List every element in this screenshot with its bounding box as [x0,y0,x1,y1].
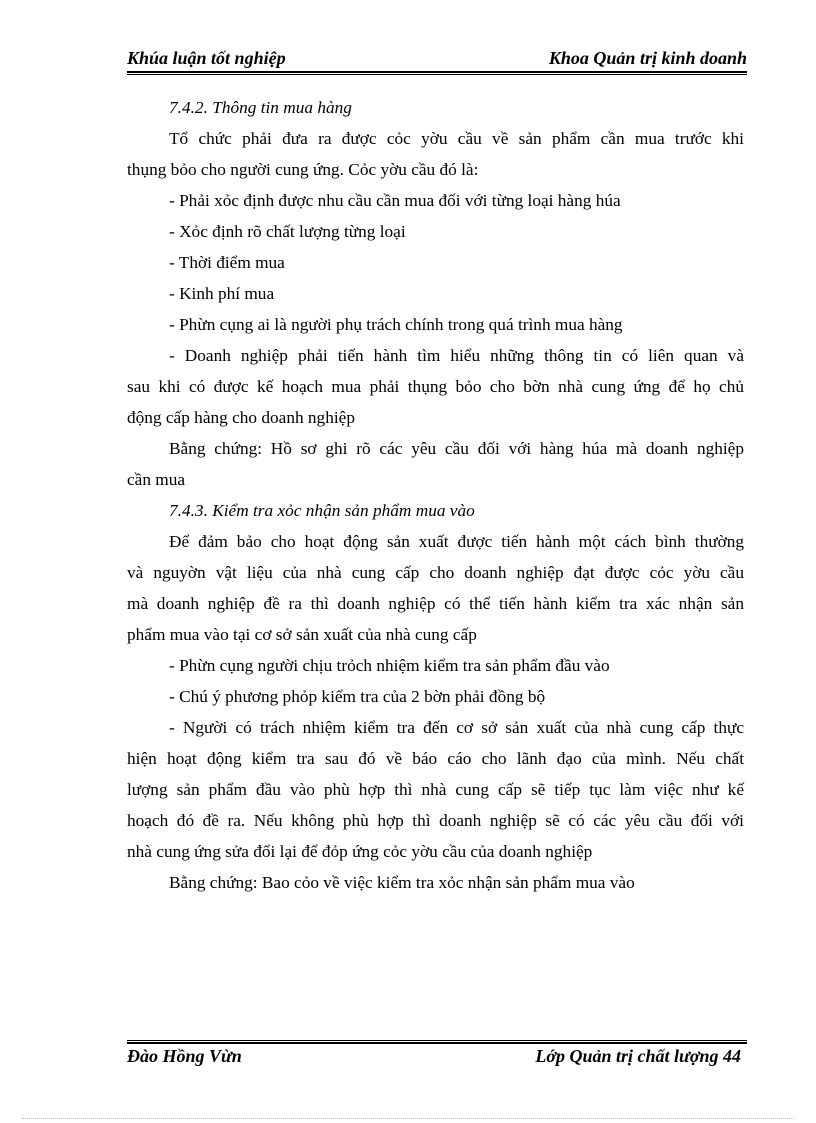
list-item: - Phừn cụng ai là người phụ trách chính trong quá trình mua hàng [169,315,623,334]
paragraph-line: cần mua [127,470,186,489]
footer-class: Lớp Quản trị chất lượng 44 [535,1046,741,1066]
paragraph-line: hoạch đó đề ra. Nếu không phù hợp thì doanh nghiệp sẽ có các yêu cầu đối với [127,811,744,830]
paragraph-line: hiện hoạt động kiểm tra sau đó về báo cáo cho lãnh đạo của mình. Nếu chất [127,749,744,768]
paragraph-line: phẩm mua vào tại cơ sở sản xuất của nhà cung cấp [127,625,477,644]
footer-author: Đào Hồng Vừn [127,1046,242,1066]
header-faculty: Khoa Quản trị kinh doanh [548,48,747,68]
paragraph-line: thụng bỏo cho người cung ứng. Cỏc yờu cầu đó là: [127,160,479,179]
section-heading-7-4-2: 7.4.2. Thông tin mua hàng [169,98,352,117]
header-thesis-title: Khúa luận tốt nghiệp [127,48,286,68]
paragraph-line: lượng sản phẩm đầu vào phù hợp thì nhà cung cấp sẽ tiếp tục làm việc như kế [127,780,744,799]
paragraph-line: sau khi có được kế hoạch mua phải thụng bỏo cho bờn nhà cung ứng để họ chủ [127,377,744,396]
header-rule [127,71,747,73]
paragraph-line: mà doanh nghiệp đề ra thì doanh nghiệp có thể tiến hành kiểm tra xác nhận sản [127,594,744,613]
paragraph-line: Tổ chức phải đưa ra được cỏc yờu cầu về sản phẩm cần mua trước khi [169,129,744,148]
footer-rule [127,1042,747,1044]
evidence-line: Bằng chứng: Hồ sơ ghi rõ các yêu cầu đối với hàng húa mà doanh nghiệp [169,439,744,458]
list-item: - Doanh nghiệp phải tiến hành tìm hiểu những thông tin có liên quan và [169,346,744,365]
page-header [127,46,747,70]
list-item: - Phải xỏc định được nhu cầu cần mua đối với từng loại hàng húa [169,191,621,210]
page-footer [127,1045,747,1069]
paragraph-line: và nguyờn vật liệu của nhà cung cấp cho doanh nghiệp đạt được cỏc yờu cầu [127,563,744,582]
header-rule-thin [127,74,747,75]
list-item: - Thời điểm mua [169,253,285,272]
list-item: - Xỏc định rõ chất lượng từng loại [169,222,406,241]
list-item: - Người có trách nhiệm kiểm tra đến cơ sở sản xuất của nhà cung cấp thực [169,718,744,737]
paragraph-line: nhà cung ứng sửa đổi lại để đỏp ứng cỏc yờu cầu của doanh nghiệp [127,842,593,861]
list-item: - Chú ý phương phỏp kiểm tra của 2 bờn phải đồng bộ [169,687,546,706]
paragraph-line: Để đảm bảo cho hoạt động sản xuất được tiến hành một cách bình thường [169,532,744,551]
paragraph-line: động cấp hàng cho doanh nghiệp [127,408,355,427]
evidence-line: Bằng chứng: Bao cỏo về việc kiểm tra xỏc nhận sản phẩm mua vào [169,873,635,892]
page-body [127,92,744,898]
footer-rule-thin [127,1040,747,1041]
section-heading-7-4-3: 7.4.3. Kiểm tra xỏc nhận sản phẩm mua vào [169,501,475,520]
list-item: - Kinh phí mua [169,284,275,303]
page-edge-divider [22,1118,794,1119]
list-item: - Phừn cụng người chịu trỏch nhiệm kiểm tra sản phẩm đầu vào [169,656,610,675]
